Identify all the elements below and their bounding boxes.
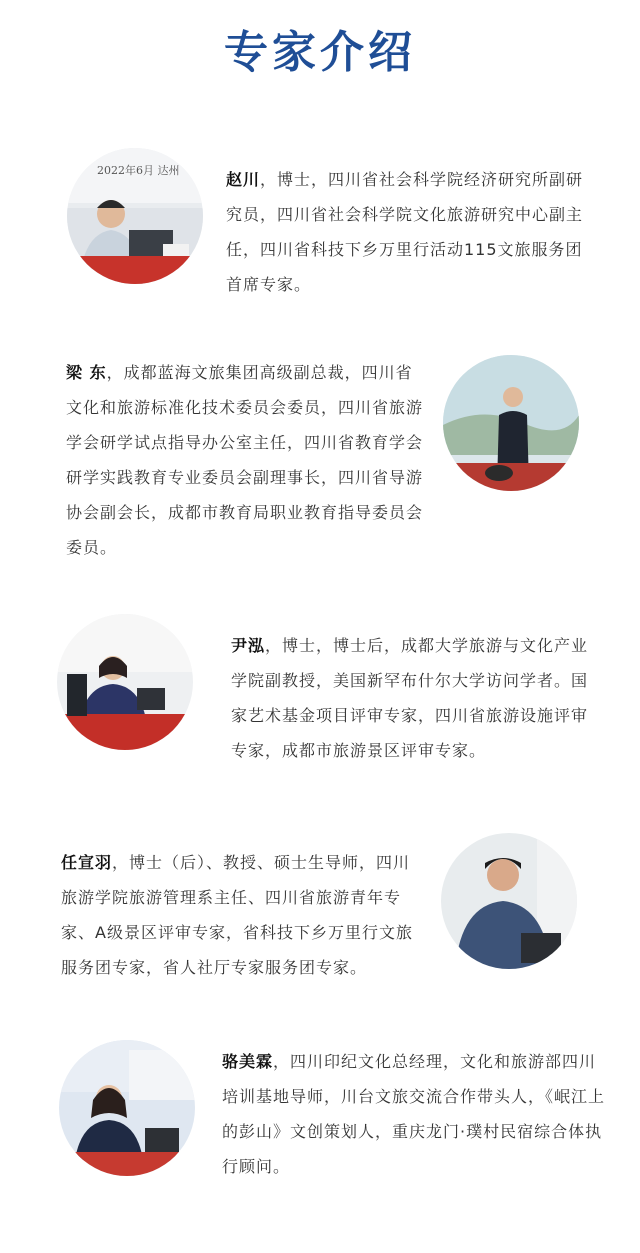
expert-description: ，成都蓝海文旅集团高级副总裁，四川省文化和旅游标准化技术委员会委员，四川省旅游学会研学试点指导办公室主任，四川省教育学会研学实践教育专业委员会副理事长，四川省导游协会副会长，成都市教育局职业教育指导委员会委员。 — [66, 363, 424, 557]
expert-photo — [441, 833, 577, 969]
expert-card-5 — [0, 1040, 640, 1190]
expert-description: ，博士（后）、教授、硕士生导师，四川旅游学院旅游管理系主任、四川省旅游青年专家、A级景区评审专家，省科技下乡万里行文旅服务团专家，省人社厅专家服务团专家。 — [61, 853, 413, 977]
expert-photo — [59, 1040, 195, 1176]
portrait-image — [57, 614, 193, 750]
expert-card-1 — [0, 148, 640, 298]
expert-photo — [57, 614, 193, 750]
expert-bio — [222, 1044, 608, 1184]
expert-name: 任宣羽 — [61, 853, 113, 872]
portrait-image — [67, 148, 203, 284]
expert-description: ，四川印纪文化总经理，文化和旅游部四川培训基地导师，川台文旅交流合作带头人，《岷江上的彭山》文创策划人，重庆龙门·璞村民宿综合体执行顾问。 — [222, 1052, 606, 1176]
expert-card-2 — [0, 355, 640, 555]
page-title: 专家介绍 — [224, 27, 416, 78]
expert-photo — [443, 355, 579, 491]
expert-name: 梁 东 — [66, 363, 107, 382]
expert-bio — [231, 628, 593, 768]
portrait-image — [441, 833, 577, 969]
expert-card-3 — [0, 614, 640, 764]
photo-caption: 2022年6月 达州 — [97, 164, 180, 177]
expert-bio — [61, 845, 423, 985]
expert-bio — [66, 355, 428, 565]
expert-name: 尹泓 — [231, 636, 266, 655]
portrait-image — [59, 1040, 195, 1176]
portrait-image — [443, 355, 579, 491]
expert-bio — [226, 162, 588, 302]
expert-name: 骆美霖 — [222, 1052, 274, 1071]
expert-name: 赵川 — [226, 170, 261, 189]
expert-description: ，博士，博士后，成都大学旅游与文化产业学院副教授，美国新罕布什尔大学访问学者。国家艺术基金项目评审专家，四川省旅游设施评审专家，成都市旅游景区评审专家。 — [231, 636, 589, 760]
expert-card-4 — [0, 833, 640, 983]
expert-description: ，博士，四川省社会科学院经济研究所副研究员，四川省社会科学院文化旅游研究中心副主任，四川省科技下乡万里行活动115文旅服务团首席专家。 — [226, 170, 584, 294]
expert-photo — [67, 148, 203, 284]
